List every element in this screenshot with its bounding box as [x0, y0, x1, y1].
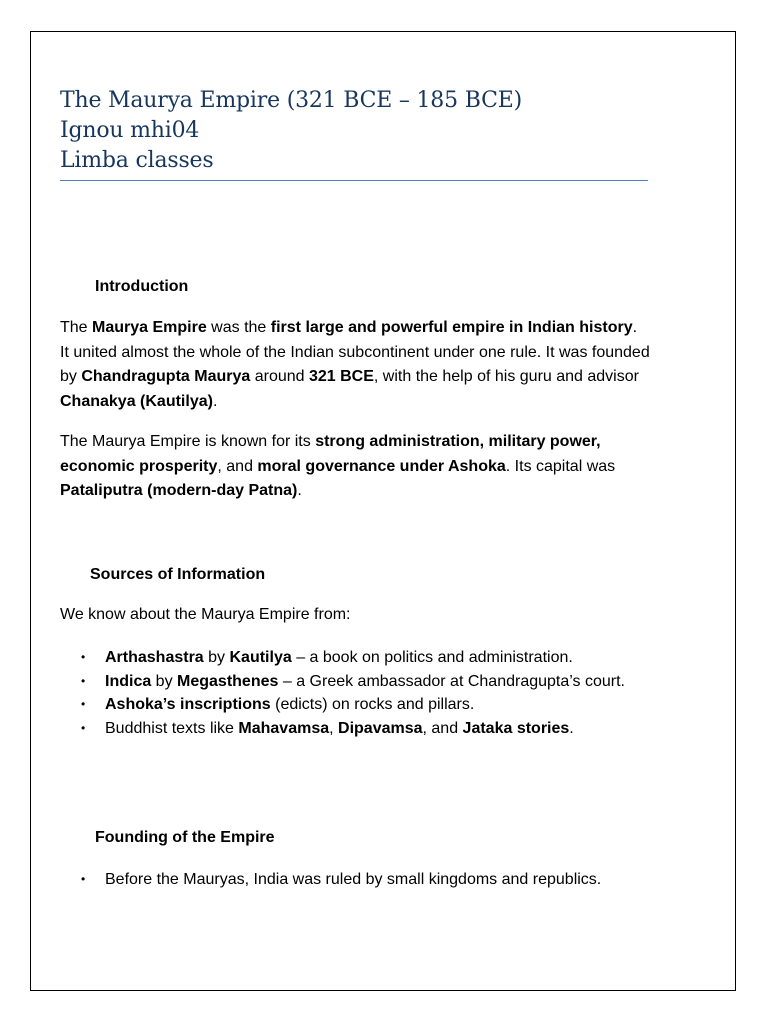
bullet-icon: • [81, 650, 86, 664]
list-item: • Ashoka’s inscriptions (edicts) on rocks and pillars. [60, 693, 650, 717]
document-title: The Maurya Empire (321 BCE – 185 BCE) [60, 88, 522, 113]
document-title-block [60, 86, 648, 181]
list-item: • Buddhist texts like Mahavamsa, Dipavamsa, and Jataka stories. [60, 717, 650, 741]
heading-sources: Sources of Information [90, 566, 266, 583]
bullet-icon: • [81, 720, 86, 735]
list-item: • Arthashastra by Kautilya – a book on politics and administration. [60, 646, 650, 670]
heading-introduction: Introduction [95, 278, 189, 295]
document-subtitle-course: Ignou mhi04 [60, 118, 200, 143]
document-subtitle-author: Limba classes [60, 148, 214, 173]
list-item: • Indica by Megasthenes – a Greek ambassador at Chandragupta’s court. [60, 670, 650, 694]
intro-paragraph-1: The Maurya Empire was the first large and powerful empire in Indian history. It united almost the whole of the Indian subcontinent under one rule. It was founded by Chandragupta Maurya around 321 BCE, with the help of his guru and advisor Chanakya (Kautilya). [60, 319, 650, 410]
founding-list [60, 868, 650, 892]
bullet-icon: • [81, 872, 86, 886]
heading-founding: Founding of the Empire [95, 829, 275, 846]
bullet-icon: • [81, 697, 86, 711]
intro-paragraph-2: The Maurya Empire is known for its strong administration, military power, economic prosperity, and moral governance under Ashoka. Its capital was Pataliputra (modern-day Patna). [60, 433, 616, 499]
bullet-icon: • [81, 673, 86, 688]
sources-intro: We know about the Maurya Empire from: [60, 606, 351, 623]
list-item: • Before the Mauryas, India was ruled by small kingdoms and republics. [60, 868, 650, 892]
sources-list [60, 646, 650, 740]
